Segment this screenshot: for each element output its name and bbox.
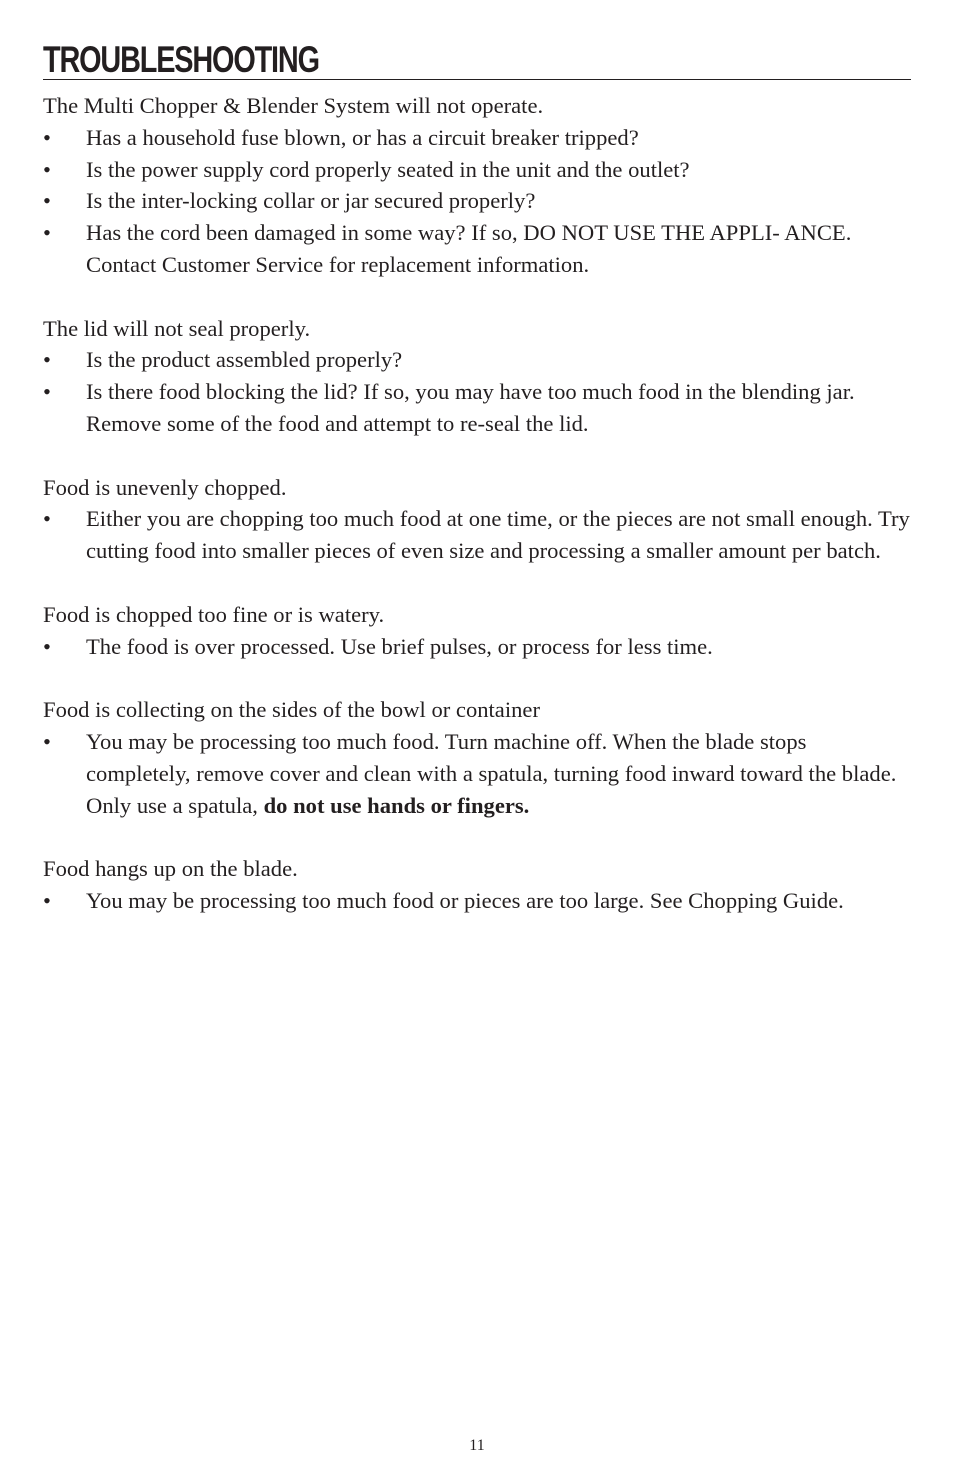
- item-text: You may be processing too much food or pieces are too large. See Chopping Guide.: [86, 887, 844, 913]
- item-text: Is the inter-locking collar or jar secured properly?: [86, 188, 536, 214]
- troubleshooting-section: [43, 694, 911, 821]
- problem-statement: Food is unevenly chopped.: [43, 474, 287, 500]
- bullet-icon: •: [43, 728, 51, 754]
- bullet-icon: •: [43, 220, 51, 246]
- bullet-icon: •: [43, 887, 51, 913]
- item-text: Is the power supply cord properly seated in the unit and the outlet?: [86, 156, 690, 182]
- bullet-icon: •: [43, 506, 51, 532]
- bullet-icon: •: [43, 633, 51, 659]
- list-item: [43, 344, 911, 376]
- problem-statement: Food is chopped too fine or is watery.: [43, 601, 385, 627]
- list-item: [43, 631, 911, 663]
- item-text: [86, 729, 896, 818]
- troubleshooting-section: [43, 472, 911, 567]
- item-text: Either you are chopping too much food at one time, or the pieces are not small enough. Try cutting food into smaller pieces of even size and processing a smaller amount per batch.: [86, 506, 910, 564]
- item-text-regular: You may be processing too much food. Turn machine off. When the blade stops completely, remove cover and clean with a spatula, turning food inward toward the blade. Only use a spatula,: [86, 728, 897, 818]
- checklist: [43, 122, 911, 281]
- checklist: [43, 885, 911, 917]
- bullet-icon: •: [43, 379, 51, 405]
- item-text: Is there food blocking the lid? If so, you may have too much food in the blending jar. Remove some of the food and attempt to re-seal the lid.: [86, 379, 855, 436]
- bullet-icon: •: [43, 347, 51, 373]
- list-item: [43, 217, 911, 281]
- problem-statement: The lid will not seal properly.: [43, 315, 311, 341]
- bullet-icon: •: [43, 188, 51, 214]
- list-item: [43, 154, 911, 186]
- checklist: [43, 631, 911, 663]
- troubleshooting-section: [43, 313, 911, 440]
- page-title: TROUBLESHOOTING: [43, 39, 319, 80]
- item-text: Has a household fuse blown, or has a circuit breaker tripped?: [86, 124, 639, 150]
- troubleshooting-section: [43, 599, 911, 663]
- checklist: [43, 726, 911, 821]
- bullet-icon: •: [43, 156, 51, 182]
- list-item: [43, 503, 911, 567]
- bullet-icon: •: [43, 124, 51, 150]
- list-item: [43, 885, 911, 917]
- troubleshooting-section: [43, 853, 911, 917]
- problem-statement: Food hangs up on the blade.: [43, 856, 298, 882]
- list-item: [43, 122, 911, 154]
- checklist: [43, 503, 911, 567]
- list-item: [43, 185, 911, 217]
- problem-statement: The Multi Chopper & Blender System will not operate.: [43, 93, 544, 118]
- list-item: [43, 726, 911, 821]
- problem-statement: Food is collecting on the sides of the bowl or container: [43, 697, 540, 723]
- safety-warning: do not use hands or fingers.: [263, 792, 530, 818]
- troubleshooting-section: [43, 90, 911, 281]
- item-text: Is the product assembled properly?: [86, 347, 403, 373]
- item-text: Has the cord been damaged in some way? If so, DO NOT USE THE APPLI- ANCE. Contact Customer Service for replacement information.: [86, 220, 852, 277]
- page-number: 11: [469, 1437, 485, 1454]
- checklist: [43, 344, 911, 439]
- manual-page: [43, 0, 911, 949]
- list-item: [43, 376, 911, 440]
- item-text: The food is over processed. Use brief pulses, or process for less time.: [86, 633, 713, 659]
